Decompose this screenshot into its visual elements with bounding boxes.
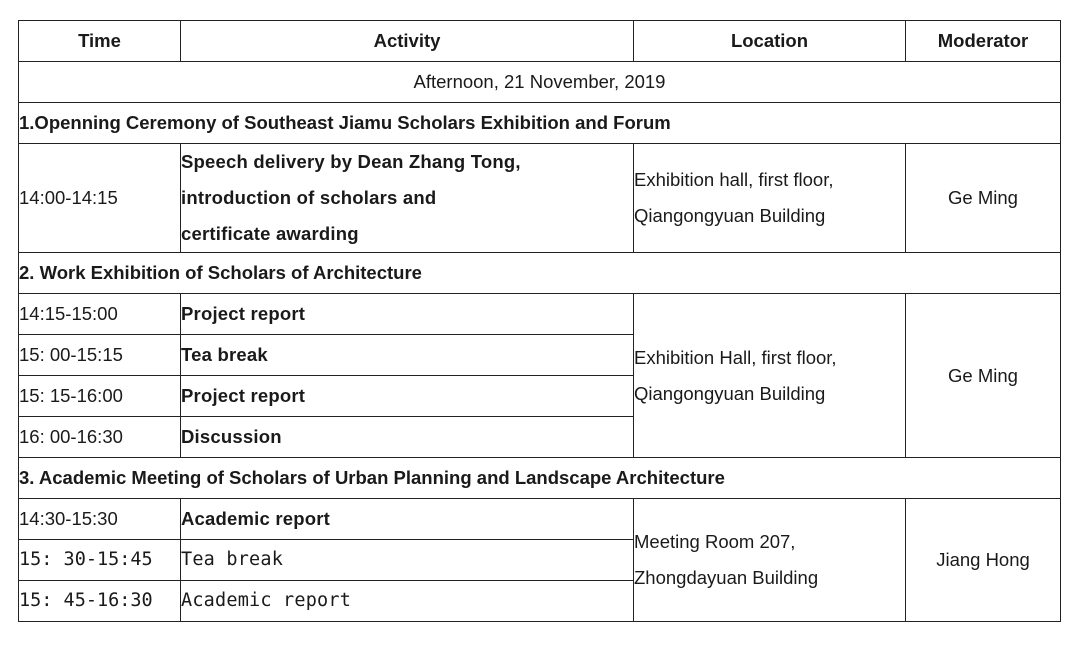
activity-cell: Tea break bbox=[181, 540, 634, 581]
date-label: Afternoon, 21 November, 2019 bbox=[19, 62, 1061, 103]
section-row bbox=[19, 458, 1061, 499]
header-moderator: Moderator bbox=[906, 21, 1061, 62]
time-cell: 14:30-15:30 bbox=[19, 499, 181, 540]
activity-cell: Academic report bbox=[181, 581, 634, 622]
table-row bbox=[19, 499, 1061, 540]
table-row bbox=[19, 294, 1061, 335]
activity-cell: Project report bbox=[181, 294, 634, 335]
header-row bbox=[19, 21, 1061, 62]
moderator-cell: Ge Ming bbox=[906, 144, 1061, 253]
header-activity: Activity bbox=[181, 21, 634, 62]
location-cell: Exhibition Hall, first floor, Qiangongyuan Building bbox=[634, 294, 906, 458]
section-row bbox=[19, 253, 1061, 294]
schedule-table bbox=[18, 20, 1061, 622]
time-cell: 16: 00-16:30 bbox=[19, 417, 181, 458]
section-row bbox=[19, 103, 1061, 144]
date-row bbox=[19, 62, 1061, 103]
location-cell: Meeting Room 207, Zhongdayuan Building bbox=[634, 499, 906, 622]
moderator-cell: Jiang Hong bbox=[906, 499, 1061, 622]
time-cell: 14:00-14:15 bbox=[19, 144, 181, 253]
header-time: Time bbox=[19, 21, 181, 62]
activity-cell: Speech delivery by Dean Zhang Tong, introduction of scholars and certificate awarding bbox=[181, 144, 634, 253]
time-cell: 15: 00-15:15 bbox=[19, 335, 181, 376]
location-cell: Exhibition hall, first floor, Qiangongyuan Building bbox=[634, 144, 906, 253]
activity-cell: Academic report bbox=[181, 499, 634, 540]
activity-cell: Discussion bbox=[181, 417, 634, 458]
time-cell: 15: 45-16:30 bbox=[19, 581, 181, 622]
time-cell: 15: 30-15:45 bbox=[19, 540, 181, 581]
section-title: 1.Openning Ceremony of Southeast Jiamu Scholars Exhibition and Forum bbox=[19, 103, 1061, 144]
time-cell: 14:15-15:00 bbox=[19, 294, 181, 335]
table-row bbox=[19, 144, 1061, 253]
activity-cell: Tea break bbox=[181, 335, 634, 376]
moderator-cell: Ge Ming bbox=[906, 294, 1061, 458]
section-title: 3. Academic Meeting of Scholars of Urban Planning and Landscape Architecture bbox=[19, 458, 1061, 499]
section-title: 2. Work Exhibition of Scholars of Architecture bbox=[19, 253, 1061, 294]
header-location: Location bbox=[634, 21, 906, 62]
time-cell: 15: 15-16:00 bbox=[19, 376, 181, 417]
activity-cell: Project report bbox=[181, 376, 634, 417]
